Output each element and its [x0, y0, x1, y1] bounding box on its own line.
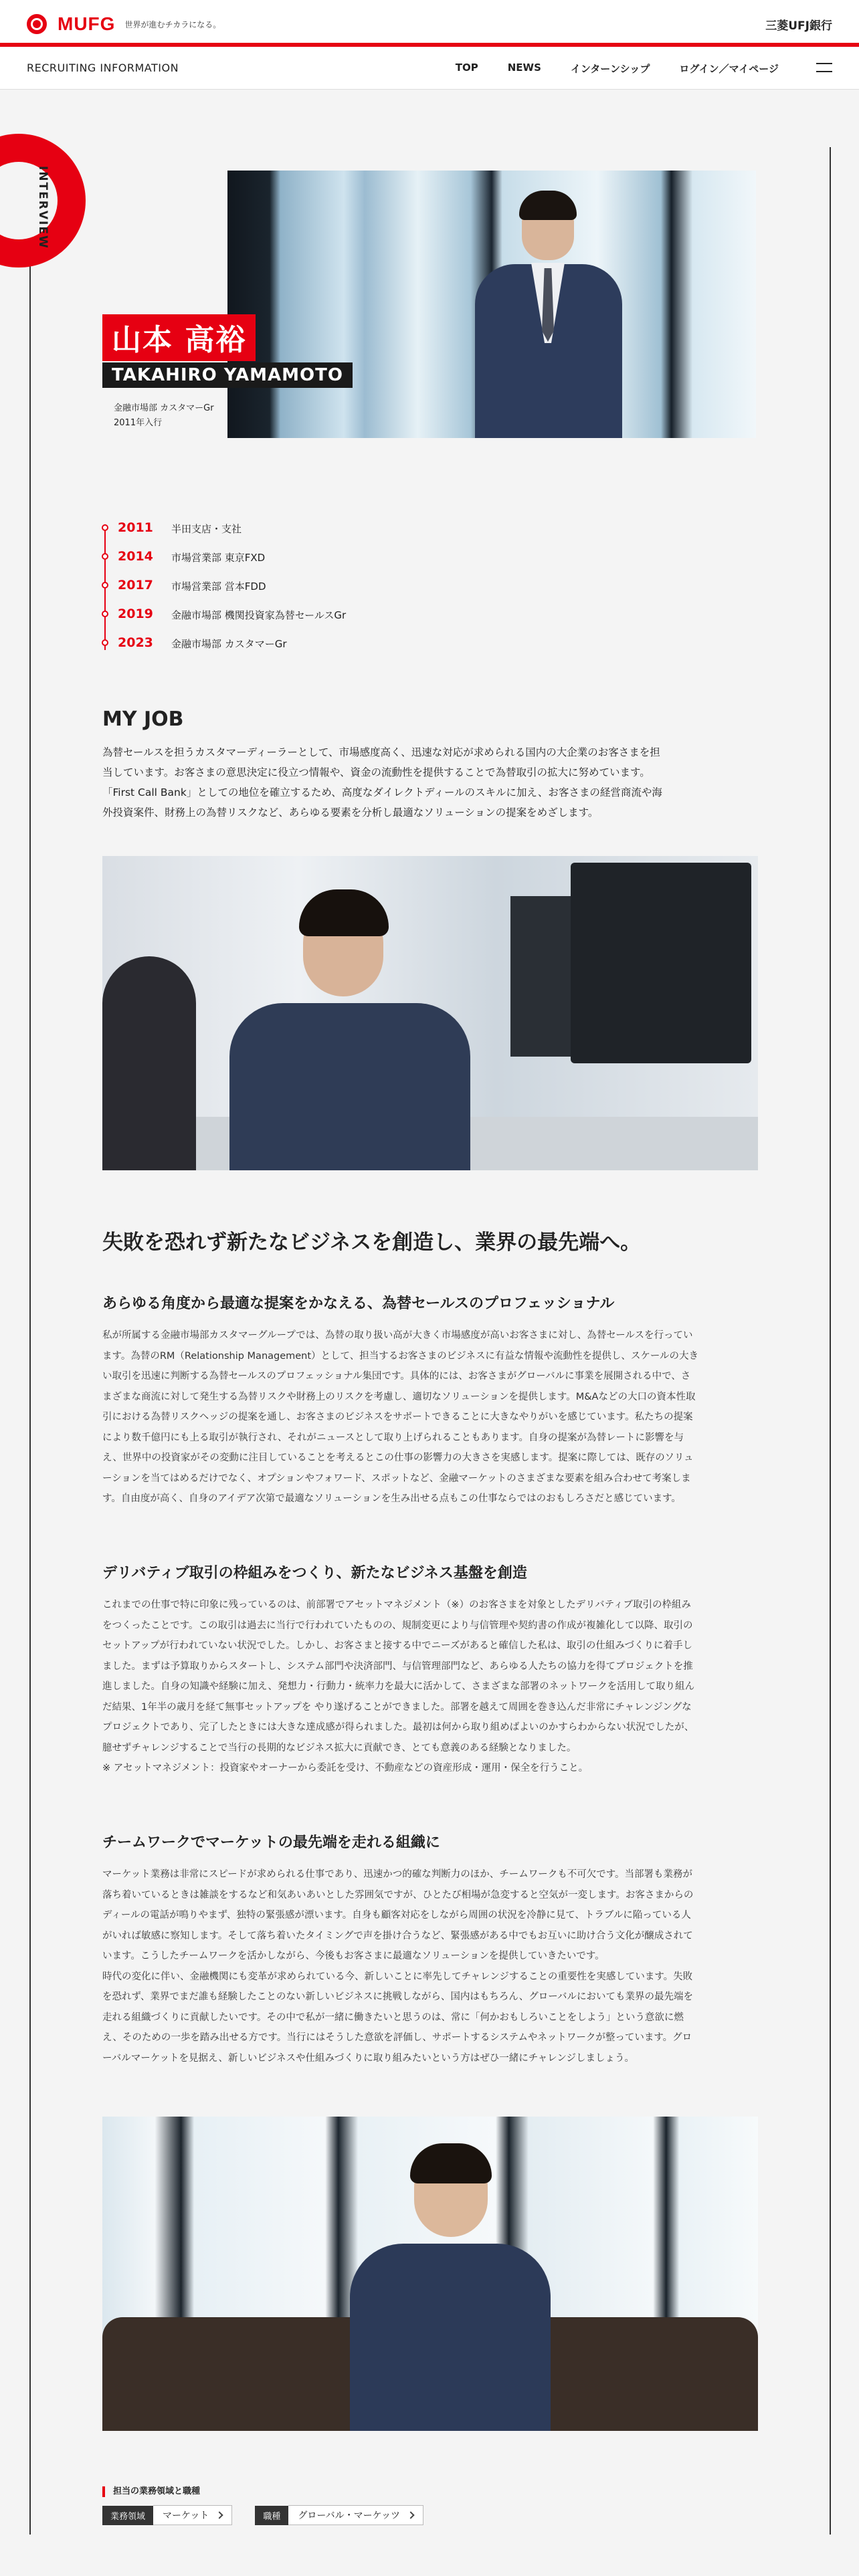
global-nav	[0, 47, 859, 90]
section1-heading: あらゆる角度から最適な提案をかなえる、為替セールスのプロフェッショナル	[102, 1295, 615, 1312]
text-line: います。こうしたチームワークを活かしながら、今後もお客さまに最適なソリューションを提供していきたいです。	[102, 1951, 605, 1961]
text-line: を恐れず、業界でまだ誰も経験したことのない新しいビジネスに挑戦しながら、国内はもちろん、グローバルにおいても業界の最先端を	[102, 1992, 694, 2002]
hero-person-figure	[475, 184, 622, 438]
timeline-text: 市場営業部 営本FDD	[171, 580, 266, 593]
sofa-portrait-photo	[102, 2117, 758, 2431]
field-tag-link[interactable]	[153, 2505, 232, 2525]
profile-meta	[114, 401, 214, 431]
timeline-text: 金融市場部 カスタマーGr	[171, 638, 287, 650]
jobinfo-label: 担当の業務領域と職種	[102, 2486, 200, 2497]
seated-person-figure	[350, 2150, 551, 2431]
office-phone-photo	[102, 856, 758, 1170]
profile-dept: 金融市場部 カスタマーGr	[114, 403, 214, 413]
right-frame-line	[830, 147, 831, 2535]
text-line: プロジェクトであり、完了したときには大きな達成感が得られました。最初は何から取り組めばよいのかすらわからない状況でしたが、	[102, 1722, 694, 1733]
timeline-dot-icon	[102, 553, 108, 560]
text-line: により数千億円にも上る取引が執行され、それがニュースとして取り上げられることもあります。自身の提案が為替レートに影響を与	[102, 1432, 684, 1443]
text-line: 引における為替リスクヘッジの提案を通し、お客さまのビジネスをサポートできることに大きなやりがいを感じています。私たちの提案	[102, 1412, 693, 1422]
timeline-year: 2011	[118, 520, 153, 535]
site-header	[0, 0, 859, 47]
chevron-right-icon	[216, 2511, 223, 2518]
person-on-phone-figure	[229, 876, 457, 1170]
text-line: 為替セールスを担うカスタマーディーラーとして、市場感度高く、迅速な対応が求められる国内の大企業のお客さまを担	[102, 746, 660, 758]
profile-name-en: TAKAHIRO YAMAMOTO	[102, 362, 353, 388]
field-tag-label: 業務領域	[102, 2506, 153, 2525]
jobinfo-tags	[102, 2505, 423, 2525]
text-line: これまでの仕事で特に印象に残っているのは、前部署でアセットマネジメント（※）のお客さまを対象としたデリバティブ取引の枠組み	[102, 1600, 691, 1610]
interview-badge-label: INTERVIEW	[36, 166, 50, 249]
text-line: 臆せずチャレンジすることで当行の長期的なビジネス拡大に貢献でき、とても意義のある経験となりました。	[102, 1742, 577, 1753]
section1-body	[102, 1325, 758, 1509]
career-timeline	[102, 515, 570, 659]
field-tag-value: マーケット	[163, 2510, 209, 2521]
interview-main-heading: 失敗を恐れず新たなビジネスを創造し、業界の最先端へ。	[102, 1230, 642, 1255]
text-line: ディールの電話が鳴りやまず、独特の緊張感が漂います。自身も顧客対応をしながら周囲の状況を冷静に見て、トラブルに陥っている人	[102, 1910, 691, 1921]
type-tag-link[interactable]	[288, 2505, 423, 2525]
text-line: セットアップが行われていない状況でした。しかし、お客さまと接する中でニーズがあると確信した私は、取引の仕組みづくりに着手し	[102, 1640, 693, 1651]
nav-link-top[interactable]: TOP	[455, 62, 478, 74]
hero-portrait-photo	[227, 171, 756, 438]
timeline-year: 2023	[118, 635, 153, 650]
section2-body	[102, 1595, 758, 1779]
text-line: 進しました。自身の知識や経験に加え、発想力・行動力・統率力を最大に活かして、さまざまな部署のネットワークを活用して取り組ん	[102, 1681, 695, 1692]
section2-heading: デリバティブ取引の枠組みをつくり、新たなビジネス基盤を創造	[102, 1565, 527, 1582]
timeline-item	[102, 572, 570, 601]
bank-name-link[interactable]: 三菱UFJ銀行	[765, 19, 832, 33]
nav-site-title[interactable]: RECRUITING INFORMATION	[27, 62, 179, 74]
text-line: ーションを当てはめるだけでなく、オプションやフォワード、スポットなど、金融マーケットのさまざまな要素を組み合わせて考案しま	[102, 1473, 691, 1484]
myjob-heading: MY JOB	[102, 708, 184, 731]
timeline-dot-icon	[102, 639, 108, 646]
profile-name-jp: 山本 高裕	[102, 314, 256, 361]
text-line: 外投資案件、財務上の為替リスクなど、あらゆる要素を分析し最適なソリューションの提案をめざします。	[102, 807, 599, 819]
timeline-item	[102, 544, 570, 572]
nav-link-login[interactable]: ログイン／マイページ	[679, 63, 779, 75]
text-line: だ結果、1年半の歳月を経て無事セットアップを やり遂げることができました。部署を越えて周囲を巻き込んだ非常にチャレンジングな	[102, 1701, 692, 1713]
text-line: がいれば敏感に察知します。そして落ち着いたタイミングで声を掛け合うなど、緊張感がある中でもお互いに助け合う文化が醸成されて	[102, 1930, 693, 1941]
timeline-dot-icon	[102, 611, 108, 617]
section3-body	[102, 1864, 758, 2068]
text-line: ます。為替のRM（Relationship Management）として、担当するお客さまのビジネスに有益な情報や流動性を提供し、スケールの大き	[102, 1350, 699, 1362]
timeline-year: 2014	[118, 549, 153, 564]
timeline-year: 2017	[118, 578, 153, 593]
text-line: ました。まずは予算取りからスタートし、システム部門や決済部門、与信管理部門など、あらゆる人たちの協力を得てプロジェクトを推	[102, 1660, 693, 1672]
left-frame-line	[29, 201, 31, 2535]
timeline-item	[102, 630, 570, 659]
text-line: 当しています。お客さまの意思決定に役立つ情報や、資金の流動性を提供することで為替取引の拡大に努めています。	[102, 766, 650, 778]
logo-text: MUFG	[58, 13, 116, 34]
text-line: え、そのための一歩を踏み出せる方です。当行にはそうした意欲を評価し、サポートするシステムやネットワークが整っています。グロ	[102, 2032, 692, 2043]
footnote-line: ※ アセットマネジメント：投資家やオーナーから委託を受け、不動産などの資産形成・運用・保全を行うこと。	[102, 1763, 589, 1774]
mufg-logo[interactable]	[27, 13, 221, 35]
text-line: 私が所属する金融市場部カスタマーグループでは、為替の取り扱い高が大きく市場感度が高いお客さまに対し、為替セールスを行ってい	[102, 1330, 693, 1341]
nav-link-internship[interactable]: インターンシップ	[570, 63, 650, 75]
timeline-dot-icon	[102, 524, 108, 531]
text-line: い取引を迅速に判断する為替セールスのプロフェッショナル集団です。具体的には、お客さまがグローバルに事業を展開される中で、さ	[102, 1371, 691, 1382]
text-line: をつくったことです。この取引は過去に当行で行われていたものの、規制変更により与信管理や契約書の作成が複雑化して以降、取引の	[102, 1620, 693, 1631]
timeline-dot-icon	[102, 582, 108, 588]
timeline-year: 2019	[118, 607, 153, 621]
nav-links	[456, 62, 779, 76]
text-line: 走れる組織づくりに貢献したいです。その中で私が一緒に働きたいと思うのは、常に「何かおもしろいことをしよう」という意欲に燃	[102, 2012, 684, 2023]
hamburger-menu-icon[interactable]	[816, 63, 832, 72]
text-line: 落ち着いているときは雑談をするなど和気あいあいとした雰囲気ですが、ひとたび相場が急変すると空気が一変します。お客さまからの	[102, 1889, 694, 1901]
nav-link-news[interactable]: NEWS	[507, 62, 541, 74]
chevron-right-icon	[407, 2511, 414, 2518]
text-line: まざまな商流に対して発生する為替リスクや財務上のリスクを考慮し、適切なソリューションを提供します。M&Aなどの大口の資本性取	[102, 1391, 696, 1402]
mufg-logo-icon	[27, 14, 52, 34]
text-line: え、世界中の投資家がその変動に注目していることを考えるとこの仕事の影響力の大きさを実感します。提案に際しては、既存のソリュ	[102, 1453, 694, 1463]
timeline-item	[102, 515, 570, 544]
myjob-body	[102, 742, 758, 823]
text-line: 「First Call Bank」としての地位を確立するため、高度なダイレクトディールのスキルに加え、お客さまの経営商流や海	[102, 786, 662, 798]
type-tag-value: グローバル・マーケッツ	[298, 2510, 400, 2521]
timeline-text: 市場営業部 東京FXD	[171, 552, 266, 564]
text-line: ーバルマーケットを見据え、新しいビジネスや仕組みづくりに取り組みたいという方はぜひ一緒にチャレンジしましょう。	[102, 2052, 635, 2064]
text-line: 時代の変化に伴い、金融機関にも変革が求められている今、新しいことに率先してチャレンジすることの重要性を実感しています。失敗	[102, 1971, 693, 1982]
type-tag-label: 職種	[255, 2506, 288, 2525]
section3-heading: チームワークでマーケットの最先端を走れる組織に	[102, 1834, 440, 1851]
timeline-text: 金融市場部 機関投資家為替セールスGr	[171, 609, 347, 621]
text-line: マーケット業務は非常にスピードが求められる仕事であり、迅速かつ的確な判断力のほか、チームワークも不可欠です。当部署も業務が	[102, 1869, 693, 1880]
text-line: す。自由度が高く、自身のアイデア次第で最適なソリューションを生み出せる点もこの仕事ならではのおもしろさだと感じています。	[102, 1493, 681, 1504]
logo-tagline: 世界が進むチカラになる。	[124, 19, 221, 29]
timeline-item	[102, 601, 570, 630]
timeline-text: 半田支店・支社	[171, 523, 242, 535]
profile-joined: 2011年入行	[114, 418, 163, 428]
